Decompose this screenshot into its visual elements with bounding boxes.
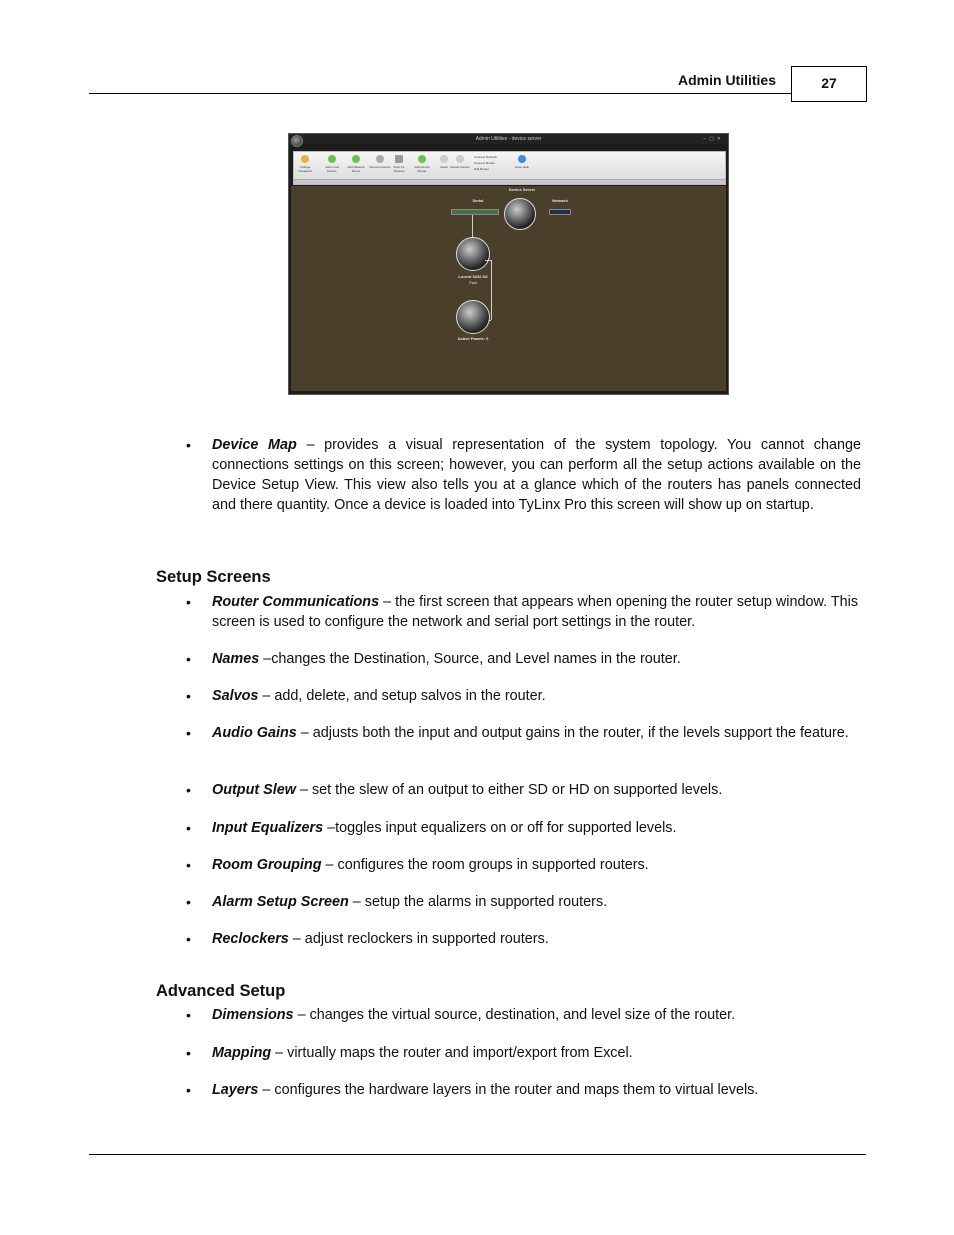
connector-line — [472, 215, 473, 237]
panels-icon — [456, 155, 464, 163]
list-item — [212, 892, 861, 912]
term: Audio Gains — [212, 725, 297, 741]
list-item — [212, 855, 861, 875]
term: Input Equalizers — [212, 820, 324, 836]
description-text: – provides a visual representation of the system topology. You cannot change connections settings on this screen; however, you can perform all the setup actions available on the Device Setup View. This view also tells you at a glance which of the routers has panels connected and there quantity. Once a device is loaded into TyLinx Pro this screen will show up on startup. — [212, 437, 861, 513]
ribbon-label: Change Password — [298, 165, 312, 173]
bullet-icon: • — [186, 1082, 191, 1098]
description-text: –toggles input equalizers on or off for supported levels. — [323, 820, 677, 836]
list-item — [212, 592, 861, 632]
list-item — [212, 1043, 861, 1063]
section-heading-advanced-setup: Advanced Setup — [156, 982, 286, 1000]
serial-label: Serial — [472, 198, 484, 203]
remove-icon — [376, 155, 384, 163]
connector-line — [491, 260, 492, 320]
term: Room Grouping — [212, 857, 322, 873]
term: Dimensions — [212, 1007, 294, 1023]
device-server-icon — [504, 198, 536, 230]
bullet-icon: • — [186, 1045, 191, 1061]
term: Names — [212, 651, 260, 667]
app-orb-icon — [291, 135, 303, 147]
connector-line — [485, 260, 491, 261]
bullet-icon: • — [186, 894, 191, 910]
network-label: Network — [552, 198, 568, 203]
section-heading-setup-screens: Setup Screens — [156, 568, 271, 586]
description-text: – changes the virtual source, destination, and level size of the router. — [293, 1007, 736, 1023]
ribbon-check-label: Dial Router — [474, 167, 490, 171]
bullet-icon: • — [186, 857, 191, 873]
list-item — [212, 780, 861, 800]
bullet-icon: • — [186, 782, 191, 798]
description-text: –changes the Destination, Source, and Level names in the router. — [259, 651, 681, 667]
window-controls-icon: –▢✕ — [703, 136, 724, 142]
ribbon-label: Router Panels — [450, 165, 470, 169]
ribbon-toolbar — [293, 151, 726, 185]
description-text: – set the slew of an output to either SD or HD on supported levels. — [295, 782, 723, 798]
password-icon — [301, 155, 309, 163]
ribbon-label: Scan for Devices — [393, 165, 405, 173]
router-icon — [456, 237, 490, 271]
add-icon — [328, 155, 336, 163]
add-icon — [352, 155, 360, 163]
header-section-title: Admin Utilities — [678, 72, 777, 88]
panels-node-icon — [456, 300, 490, 334]
help-icon — [518, 155, 526, 163]
ribbon-label: Remove Device — [369, 165, 391, 169]
bullet-icon: • — [186, 1007, 191, 1023]
description-text: – the first screen that appears when opening the router setup window. This screen is used to configure the network and serial port settings in the router. — [212, 594, 859, 630]
term: Alarm Setup Screen — [212, 894, 349, 910]
list-item — [212, 818, 861, 838]
scan-icon — [395, 155, 403, 163]
list-item — [212, 929, 861, 949]
ribbon-check-label: Connect Router — [474, 161, 496, 165]
network-port-bar — [549, 209, 571, 215]
term: Layers — [212, 1082, 259, 1098]
ribbon-label: Add Network Server — [347, 165, 365, 173]
router-sub-label: Fwd — [469, 280, 477, 285]
term: Salvos — [212, 688, 259, 704]
description-text: – virtually maps the router and import/export from Excel. — [271, 1045, 633, 1061]
description-text: – adjusts both the input and output gains in the router, if the levels support the feature. — [296, 725, 849, 741]
list-item — [212, 1005, 861, 1025]
term: Output Slew — [212, 782, 296, 798]
term: Device Map — [212, 437, 297, 453]
description-text: – configures the hardware layers in the router and maps them to virtual levels. — [258, 1082, 759, 1098]
term: Reclockers — [212, 931, 289, 947]
list-item — [212, 1080, 861, 1100]
list-item — [212, 649, 861, 669]
list-item — [212, 686, 861, 706]
ribbon-group-bar — [294, 179, 725, 184]
device-map-screenshot — [288, 133, 729, 395]
page-number: 27 — [791, 66, 867, 102]
ribbon-label: Setup — [440, 165, 448, 169]
bullet-icon: • — [186, 820, 191, 836]
footer-rule — [89, 1154, 866, 1155]
bullet-icon: • — [186, 651, 191, 667]
header-rule — [89, 93, 791, 94]
device-map-description — [212, 435, 861, 515]
active-panels-label: Active Panels: 9 — [457, 336, 489, 341]
ribbon-label: Open Help — [514, 165, 530, 169]
serial-port-bar — [451, 209, 499, 215]
ribbon-label: Add Device Router — [414, 165, 430, 173]
bullet-icon: • — [186, 437, 191, 453]
add-icon — [418, 155, 426, 163]
ribbon-check-label: Connect Network — [474, 155, 498, 159]
description-text: – add, delete, and setup salvos in the router. — [258, 688, 546, 704]
device-server-label: Device Server — [508, 187, 536, 192]
description-text: – adjust reclockers in supported routers. — [288, 931, 549, 947]
setup-icon — [440, 155, 448, 163]
bullet-icon: • — [186, 594, 191, 610]
router-name-label: Lucent 3232 D6 — [458, 274, 488, 279]
list-item — [212, 723, 861, 743]
bullet-icon: • — [186, 931, 191, 947]
bullet-icon: • — [186, 688, 191, 704]
description-text: – setup the alarms in supported routers. — [348, 894, 608, 910]
device-map-canvas — [291, 186, 726, 391]
term: Mapping — [212, 1045, 272, 1061]
screenshot-window-title: Admin Utilities - device server — [289, 134, 728, 144]
ribbon-label: Add Local Device — [325, 165, 339, 173]
description-text: – configures the room groups in supported routers. — [321, 857, 649, 873]
bullet-icon: • — [186, 725, 191, 741]
term: Router Communications — [212, 594, 380, 610]
